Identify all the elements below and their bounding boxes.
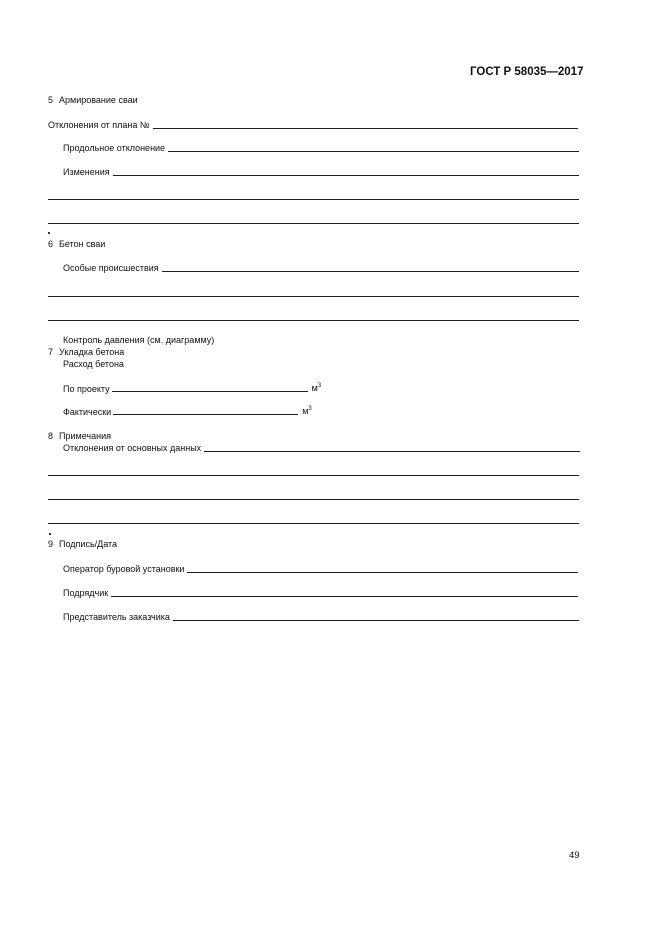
document-code: ГОСТ Р 58035—2017 [470, 66, 584, 78]
design-volume-line[interactable] [112, 391, 308, 392]
customer-signature-line[interactable] [173, 620, 579, 621]
contractor-signature-field[interactable] [63, 588, 578, 599]
section-9-title: Подпись/Дата [59, 539, 118, 549]
page-number: 49 [569, 850, 580, 861]
contractor-signature-label: Подрядчик [63, 588, 109, 598]
blank-line[interactable] [48, 223, 579, 224]
section-7-heading [48, 347, 124, 358]
section-8-heading [48, 431, 111, 442]
design-volume-label: По проекту [63, 384, 110, 394]
pressure-control-label: Контроль давления (см. диаграмму) [63, 335, 215, 345]
blank-line[interactable] [48, 475, 579, 476]
changes-line[interactable] [113, 175, 579, 176]
section-5-title: Армирование сваи [59, 95, 138, 105]
incidents-label: Особые происшествия [63, 263, 159, 273]
section-9-heading [48, 539, 117, 550]
section-5-heading [48, 95, 138, 106]
changes-field[interactable] [63, 167, 579, 178]
blank-line[interactable] [48, 296, 579, 297]
contractor-signature-line[interactable] [111, 596, 578, 597]
section-7-number: 7 [48, 347, 54, 357]
base-data-deviations-label: Отклонения от основных данных [63, 443, 202, 453]
actual-volume-label: Фактически [63, 407, 112, 417]
blank-line[interactable] [48, 199, 579, 200]
longitudinal-deviation-field[interactable] [63, 143, 579, 154]
changes-label: Изменения [63, 167, 110, 177]
plan-deviation-label: Отклонения от плана № [48, 120, 150, 130]
section-6-heading [48, 239, 105, 250]
incidents-line[interactable] [162, 271, 579, 272]
blank-line[interactable] [48, 320, 579, 321]
stray-mark [48, 232, 50, 234]
operator-signature-label: Оператор буровой установки [63, 564, 185, 574]
plan-deviation-field[interactable] [48, 120, 578, 131]
section-8-title: Примечания [59, 431, 111, 441]
section-9-number: 9 [48, 539, 54, 549]
blank-line[interactable] [48, 523, 579, 524]
longitudinal-deviation-line[interactable] [168, 151, 579, 152]
operator-signature-field[interactable] [63, 564, 578, 575]
section-7-title: Укладка бетона [59, 347, 125, 357]
section-6-number: 6 [48, 239, 54, 249]
operator-signature-line[interactable] [187, 572, 578, 573]
actual-volume-unit: $м^3$ [302, 406, 312, 416]
longitudinal-deviation-label: Продольное отклонение [63, 143, 166, 153]
blank-line[interactable] [48, 499, 579, 500]
incidents-field[interactable] [63, 263, 579, 274]
section-8-number: 8 [48, 431, 54, 441]
stray-mark [49, 533, 51, 535]
concrete-consumption-label: Расход бетона [63, 359, 124, 369]
customer-signature-label: Представитель заказчика [63, 612, 170, 622]
section-6-title: Бетон сваи [59, 239, 106, 249]
design-volume-field[interactable] [63, 383, 321, 394]
section-5-number: 5 [48, 95, 54, 105]
base-data-deviations-line[interactable] [204, 451, 580, 452]
base-data-deviations-field[interactable] [63, 443, 580, 454]
actual-volume-line[interactable] [113, 414, 298, 415]
plan-deviation-line[interactable] [153, 128, 578, 129]
actual-volume-field[interactable] [63, 406, 312, 417]
design-volume-unit: $м^3$ [311, 383, 322, 393]
customer-signature-field[interactable] [63, 612, 579, 623]
